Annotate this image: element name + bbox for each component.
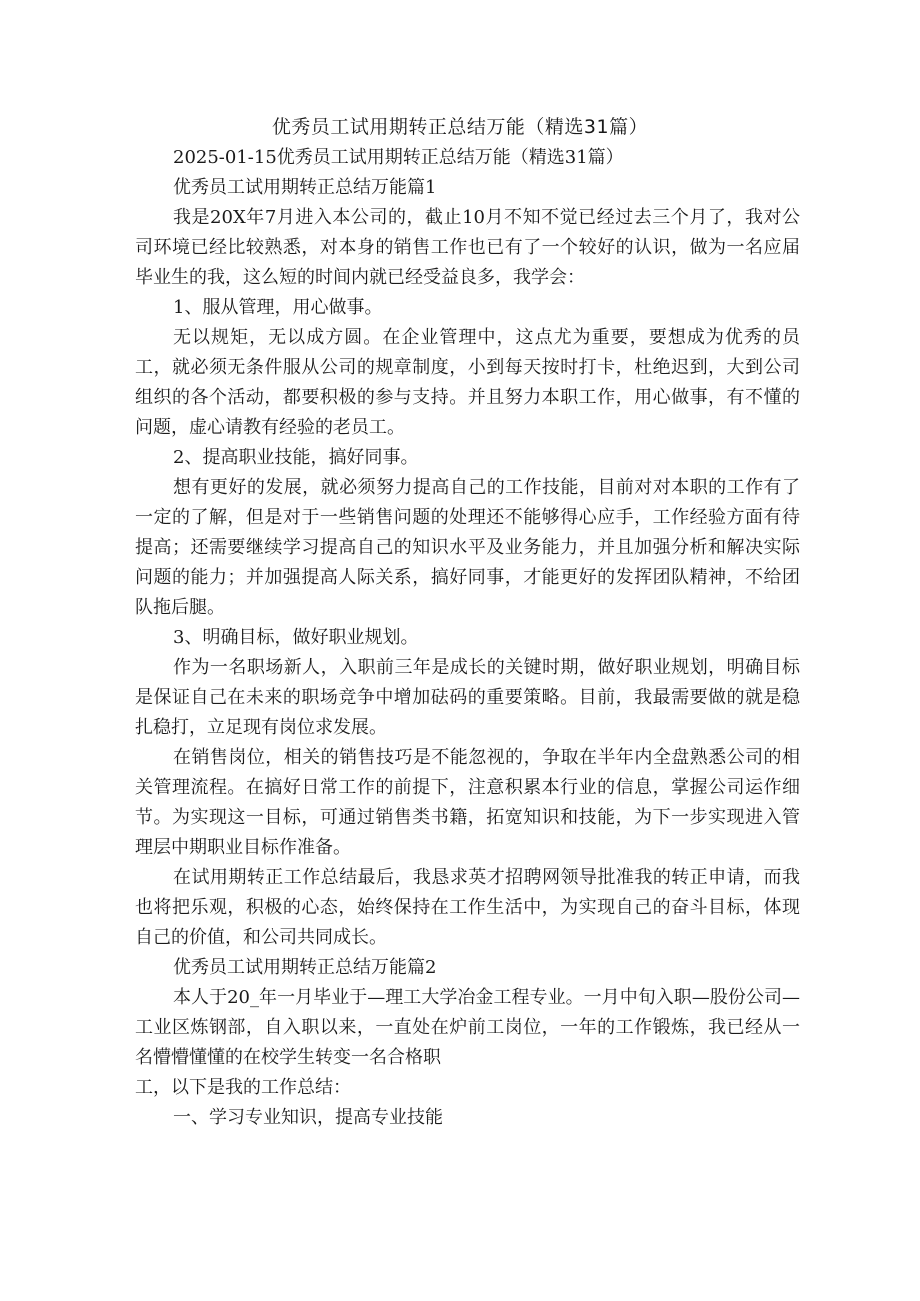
point-heading-3: 3、明确目标，做好职业规划。	[173, 627, 419, 648]
date-line: 2025-01-15优秀员工试用期转正总结万能（精选31篇）	[173, 147, 624, 168]
paragraph-skills: 想有更好的发展，就必须努力提高自己的工作技能，目前对对本职的工作有了一定的了解，但是对于一些销售问题的处理还不能够得心应手，工作经验方面有待提高；还需要继续学习提高自己的知识水平及业务能力，并且加强分析和解决实际问题的能力；并加强提高人际关系，搞好同事，才能更好的发挥团队精神，不给团队拖后腿。	[135, 477, 800, 618]
paragraph-sales-role: 在销售岗位，相关的销售技巧是不能忽视的，争取在半年内全盘熟悉公司的相关管理流程。在搞好日常工作的前提下，注意积累本行业的信息，掌握公司运作细节。为实现这一目标，可通过销售类书籍，拓宽知识和技能，为下一步实现进入管理层中期职业目标作准备。	[135, 747, 800, 858]
paragraph-intro: 我是20X年7月进入本公司的，截止10月不知不觉已经过去三个月了，我对公司环境已经比较熟悉，对本身的销售工作也已有了一个较好的认识，做为一名应届毕业生的我，这么短的时间内就已经受益良多，我学会：	[135, 207, 800, 288]
document-title: 优秀员工试用期转正总结万能（精选31篇）	[271, 116, 649, 138]
document-body	[135, 143, 800, 1133]
paragraph-summary-lead: 工，以下是我的工作总结：	[135, 1077, 351, 1098]
section-heading-2: 优秀员工试用期转正总结万能篇2	[173, 957, 437, 978]
paragraph-obey-rules: 无以规矩，无以成方圆。在企业管理中，这点尤为重要，要想成为优秀的员工，就必须无条件服从公司的规章制度，小到每天按时打卡，杜绝迟到，大到公司组织的各个活动，都要积极的参与支持。并且努力本职工作，用心做事，有不懂的问题，虚心请教有经验的老员工。	[135, 327, 800, 438]
point-heading-2: 2、提高职业技能，搞好同事。	[173, 447, 419, 468]
subsection-heading-1: 一、学习专业知识，提高专业技能	[173, 1107, 443, 1128]
point-heading-1: 1、服从管理，用心做事。	[173, 297, 383, 318]
paragraph-conclusion: 在试用期转正工作总结最后，我恳求英才招聘网领导批准我的转正申请，而我也将把乐观，积极的心态，始终保持在工作生活中，为实现自己的奋斗目标，体现自己的价值，和公司共同成长。	[135, 867, 800, 948]
section-heading-1: 优秀员工试用期转正总结万能篇1	[173, 177, 437, 198]
paragraph-background: 本人于20_年一月毕业于—理工大学冶金工程专业。一月中旬入职—股份公司—工业区炼钢部，自入职以来，一直处在炉前工岗位，一年的工作锻炼，我已经从一名懵懵懂懂的在校学生转变一名合格职	[135, 987, 800, 1068]
paragraph-career-plan: 作为一名职场新人，入职前三年是成长的关键时期，做好职业规划，明确目标是保证自己在未来的职场竞争中增加砝码的重要策略。目前，我最需要做的就是稳扎稳打，立足现有岗位求发展。	[135, 657, 800, 738]
